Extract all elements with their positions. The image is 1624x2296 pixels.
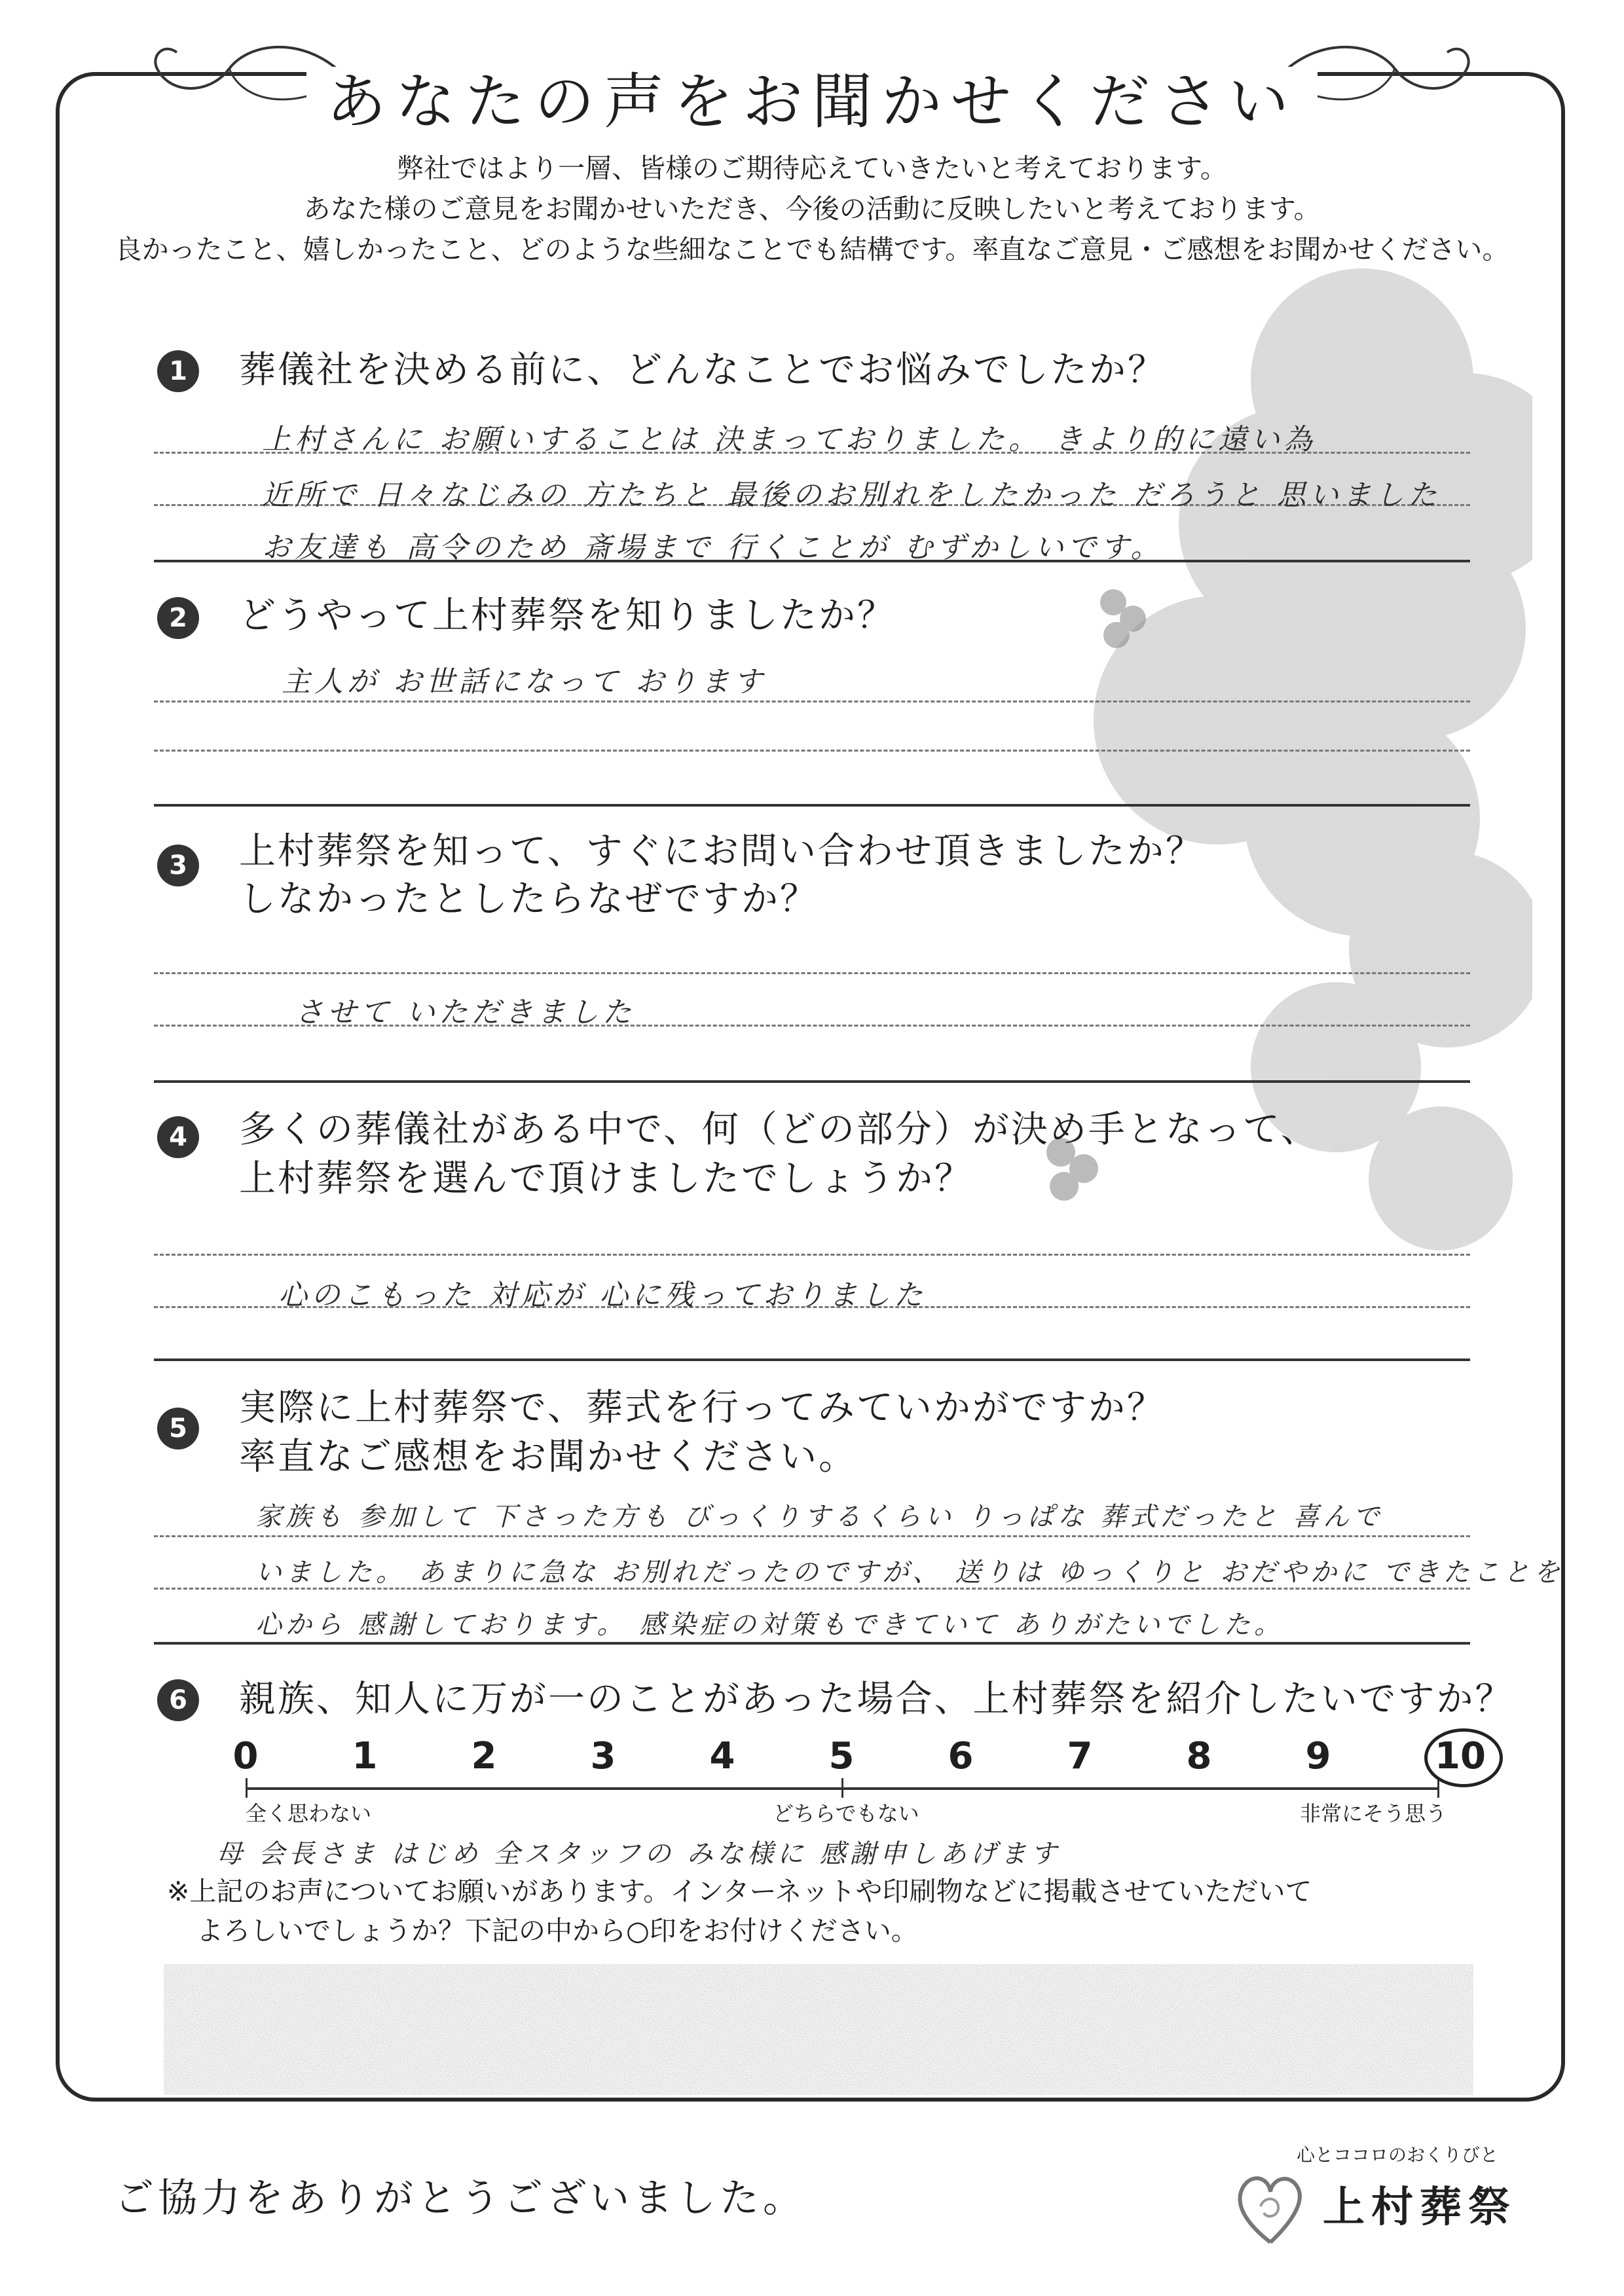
- scale-tick: [841, 1778, 843, 1798]
- answer-6-line-1: 母 会長さま はじめ 全スタッフの みな様に 感謝申しあげます: [216, 1839, 1061, 1869]
- question-3-text-1: 上村葬祭を知って、すぐにお問い合わせ頂きましたか？: [239, 830, 1204, 873]
- scale-number-2: 2: [471, 1735, 497, 1777]
- question-4-text-1: 多くの葬儀社がある中で、何（どの部分）が決め手となって、: [239, 1108, 1320, 1151]
- scale-tick: [246, 1778, 248, 1798]
- answer-4-line-1: 心のこもった 対応が 心に残っておりました: [278, 1279, 927, 1312]
- section-divider: [154, 1358, 1470, 1361]
- answer-line: [154, 1535, 1470, 1537]
- scale-label-right: 非常にそう思う: [1300, 1801, 1447, 1826]
- question-2-text: どうやって上村葬祭を知りましたか？: [239, 594, 896, 637]
- question-1-badge: 1: [157, 350, 199, 392]
- company-logo: [1231, 2141, 1545, 2259]
- answer-1-line-1: 上村さんに お願いすることは 決まっておりました。 きより的に遠い為: [262, 423, 1316, 456]
- question-5-text-2: 率直なご感想をお聞かせください。: [239, 1436, 857, 1478]
- scale-number-0: 0: [232, 1735, 259, 1777]
- answer-5-line-3: 心から 感謝しております。 感染症の対策もできていて ありがたいでした。: [255, 1610, 1284, 1640]
- answer-line: [154, 701, 1470, 702]
- scale-number-9: 9: [1305, 1735, 1331, 1777]
- answer-5-line-1: 家族も 参加して 下さった方も びっくりするくらい りっぱな 葬式だったと 喜んで: [255, 1502, 1384, 1532]
- question-4-text-2: 上村葬祭を選んで頂けましたでしょうか？: [239, 1157, 973, 1200]
- question-1-text: 葬儀社を決める前に、どんなことでお悩みでしたか？: [239, 349, 1166, 392]
- answer-5-line-2: いました。 あまりに急な お別れだったのですが、 送りは ゆっくりと おだやかに できたことを: [255, 1558, 1564, 1588]
- answer-1-line-3: お友達も 高令のため 斎場まで 行くことが むずかしいです。: [262, 531, 1164, 564]
- question-3-text-2: しなかったとしたらなぜですか？: [239, 878, 819, 920]
- question-5-badge: 5: [157, 1408, 199, 1449]
- scale-number-10: 10: [1435, 1735, 1486, 1777]
- section-divider: [154, 1642, 1470, 1645]
- answer-line: [154, 750, 1470, 752]
- scale-label-left: 全く思わない: [246, 1801, 372, 1826]
- question-6-badge: 6: [157, 1679, 199, 1721]
- scale-number-8: 8: [1186, 1735, 1212, 1777]
- page-title: あなたの声をお聞かせください: [0, 54, 1624, 140]
- question-5-text-1: 実際に上村葬祭で、葬式を行ってみていかがですか？: [239, 1387, 1166, 1429]
- scale-label-mid: どちらでもない: [773, 1801, 919, 1826]
- intro-line-3: 良かったこと、嬉しかったこと、どのような些細なことでも結構です。率直なご意見・ご感想をお聞かせください。: [115, 234, 1509, 265]
- scale-number-5: 5: [828, 1735, 855, 1777]
- scale-number-1: 1: [352, 1735, 378, 1777]
- thanks-message: ご協力をありがとうございました。: [115, 2176, 806, 2221]
- answer-1-line-2: 近所で 日々なじみの 方たちと 最後のお別れをしたかった だろうと 思いました: [262, 479, 1441, 512]
- consent-note-line-1: ※上記のお声についてお願いがあります。インターネットや印刷物などに掲載させていただいて: [167, 1876, 1312, 1907]
- logo-name: 上村葬祭: [1323, 2183, 1517, 2232]
- consent-note-line-2: よろしいでしょうか？下記の中から○印をお付けください。: [196, 1915, 918, 1946]
- intro-line-2: あなた様のご意見をお聞かせいただき、今後の活動に反映したいと考えております。: [303, 193, 1321, 225]
- question-3-badge: 3: [157, 845, 199, 886]
- section-divider: [154, 804, 1470, 807]
- selected-rating-circle: [1424, 1728, 1503, 1787]
- section-divider: [154, 1080, 1470, 1083]
- answer-3-line-1: させて いただきました: [295, 996, 635, 1029]
- intro-line-1: 弊社ではより一層、皆様のご期待応えていきたいと考えております。: [397, 153, 1227, 184]
- answer-line: [154, 972, 1470, 974]
- question-6-text: 親族、知人に万が一のことがあった場合、上村葬祭を紹介したいですか？: [239, 1678, 1514, 1721]
- scale-number-4: 4: [709, 1735, 735, 1777]
- scale-number-6: 6: [948, 1735, 974, 1777]
- scale-number-3: 3: [590, 1735, 616, 1777]
- question-2-badge: 2: [157, 597, 199, 639]
- answer-line: [154, 1254, 1470, 1256]
- answer-2-line-1: 主人が お世話になって おります: [282, 665, 766, 699]
- question-4-badge: 4: [157, 1116, 199, 1158]
- heart-swirl-icon: [1231, 2160, 1310, 2252]
- logo-tagline: 心とココロのおくりびと: [1297, 2144, 1499, 2166]
- scale-number-7: 7: [1067, 1735, 1093, 1777]
- redacted-area: [164, 1964, 1473, 2095]
